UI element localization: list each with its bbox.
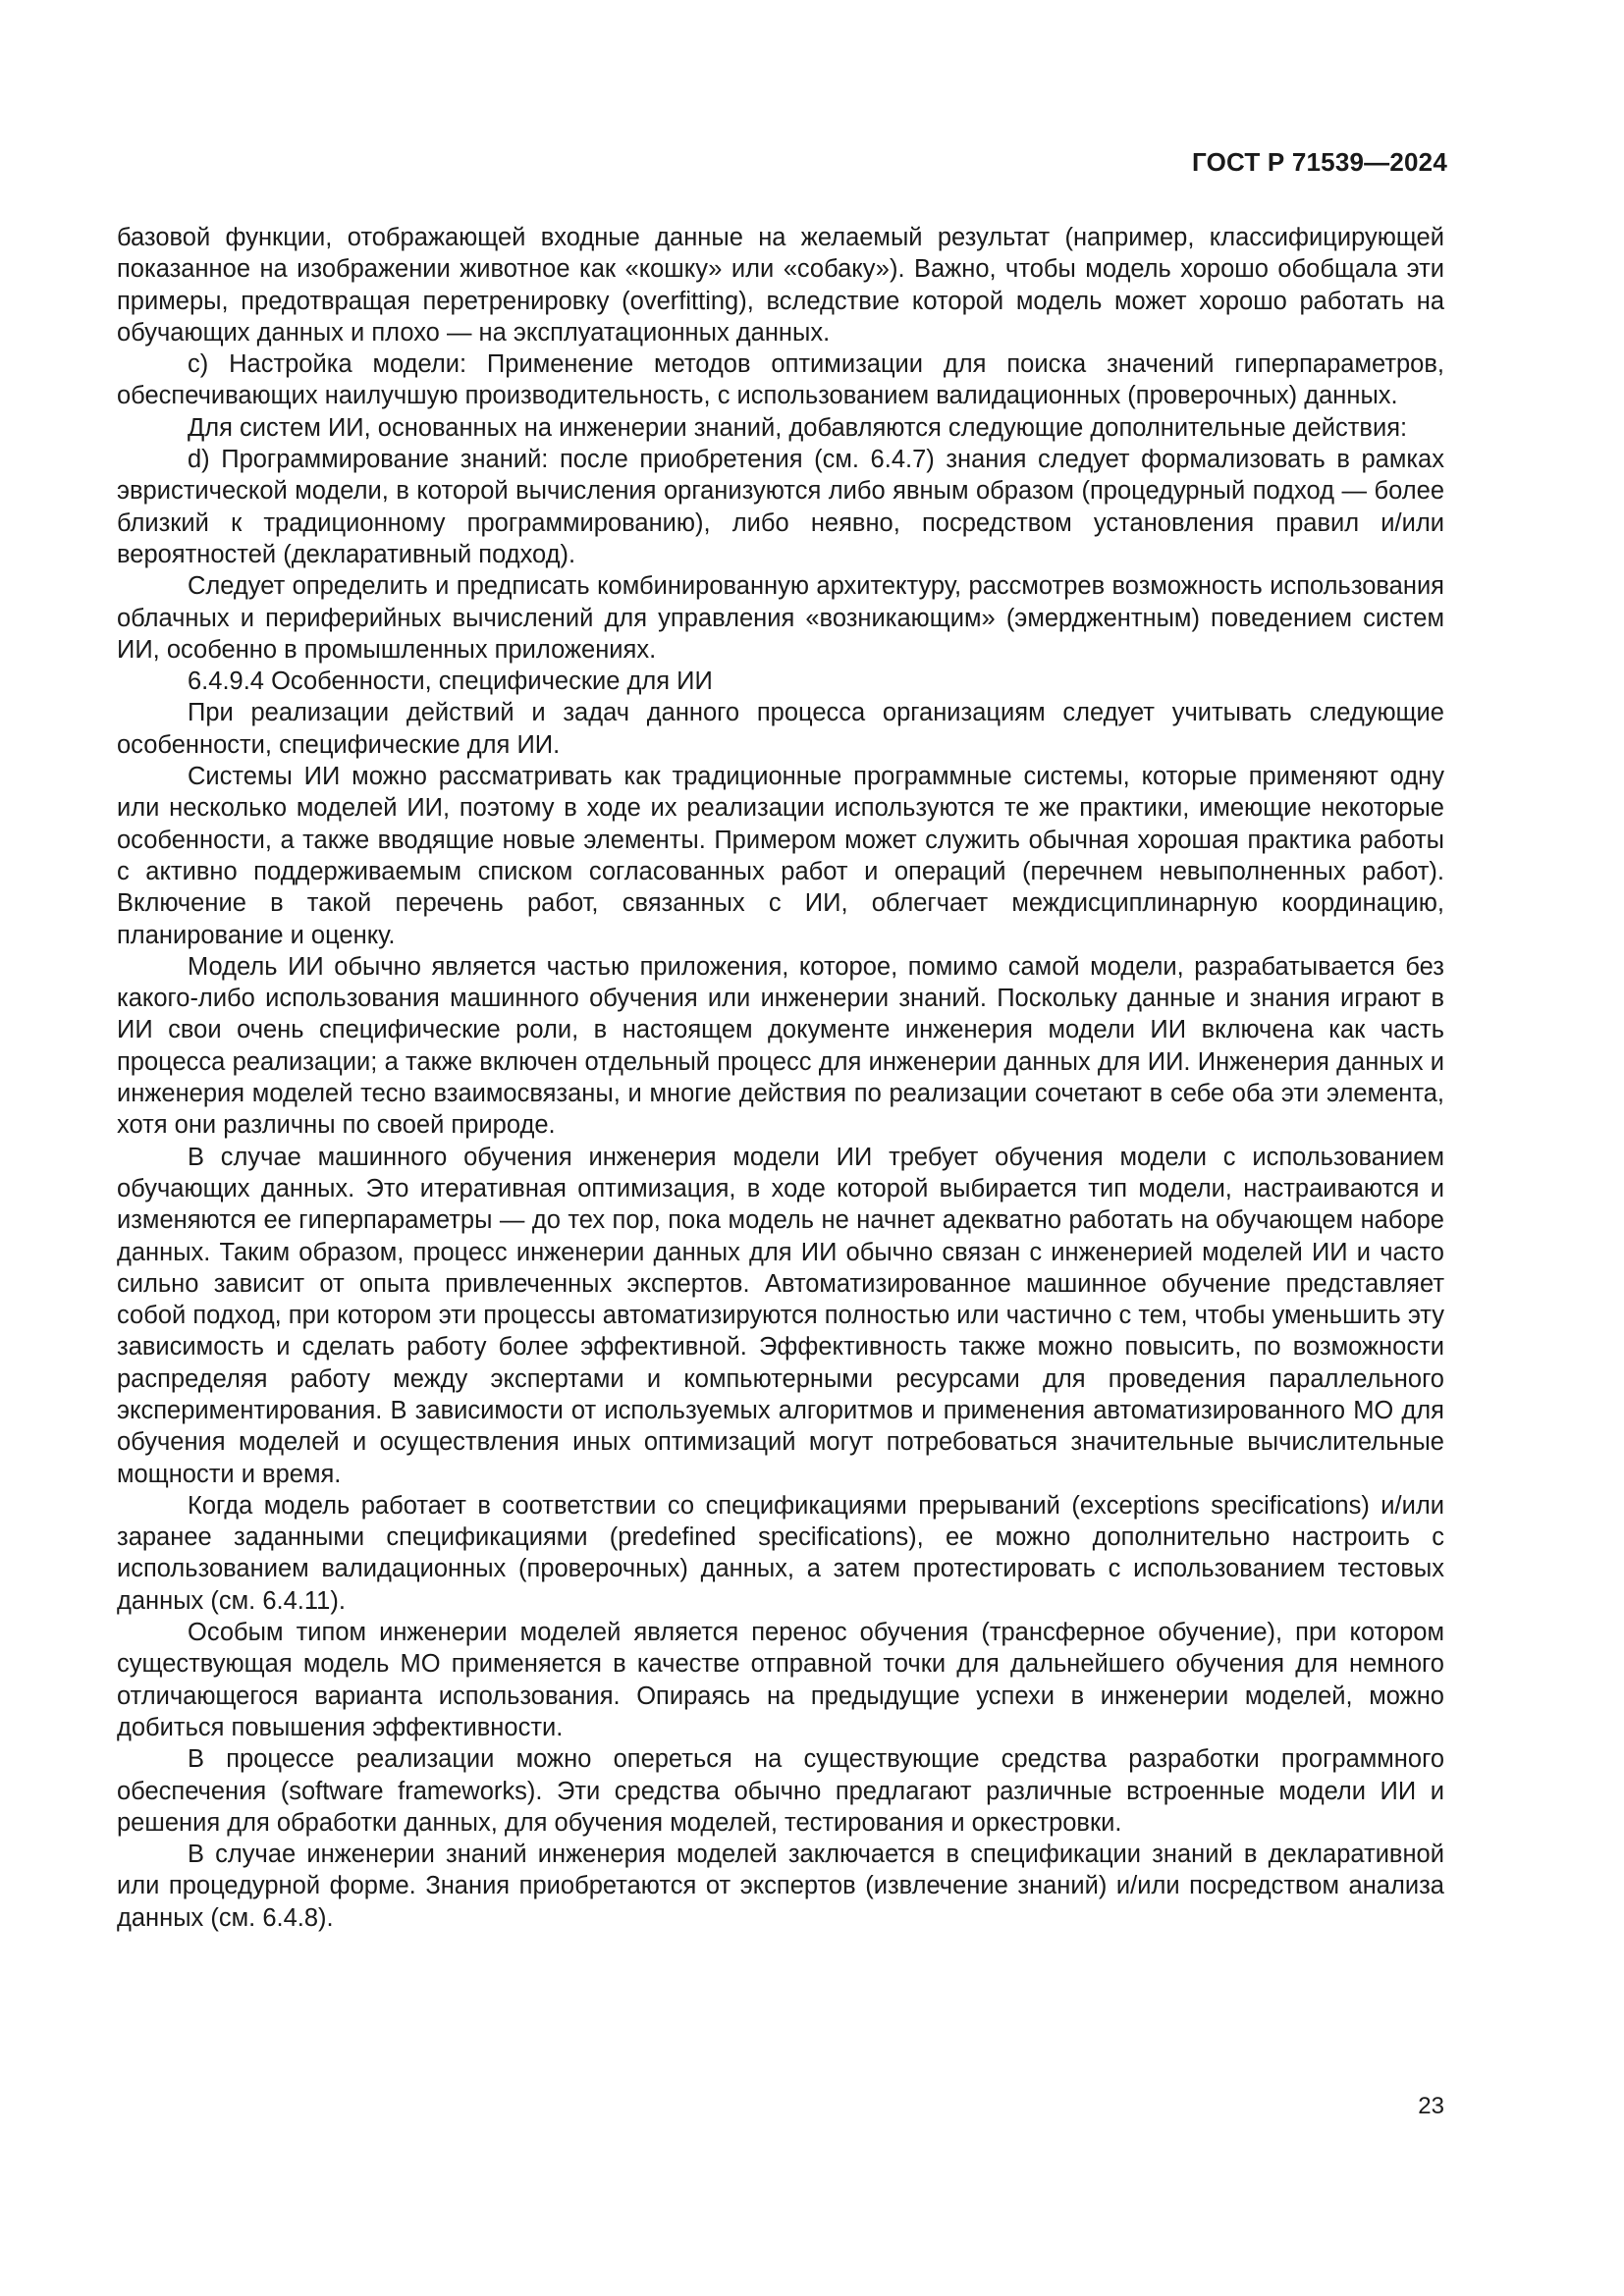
paragraph: Особым типом инженерии моделей является перенос обучения (трансферное обучение), при котором существующая модель МО применяется в качестве отправной точки для дальнейшего обучения для немного отличающегося варианта использования. Опираясь на предыдущие успехи в инженерии моделей, можно добиться повышения эффективности. <box>117 1619 1444 1741</box>
document-body <box>117 222 1444 1934</box>
paragraph: Когда модель работает в соответствии со спецификациями прерываний (exceptions specifications) и/или заранее заданными спецификациями (predefined specifications), ее можно дополнительно настроить с использованием валидационных (проверочных) данных, а затем протестировать с использованием тестовых данных (см. 6.4.11). <box>117 1491 1444 1615</box>
paragraph: При реализации действий и задач данного процесса организациям следует учитывать следующие особенности, специфические для ИИ. <box>117 699 1444 759</box>
paragraph: В процессе реализации можно опереться на существующие средства разработки программного обеспечения (software frameworks). Эти средства обычно предлагают различные встроенные модели ИИ и решения для обработки данных, для обучения моделей, тестирования и оркестровки. <box>117 1745 1444 1837</box>
paragraph: Следует определить и предписать комбинированную архитектуру, рассмотрев возможность использования облачных и периферийных вычислений для управления «возникающим» (эмерджентным) поведением систем ИИ, особенно в промышленных приложениях. <box>117 572 1444 664</box>
document-header-standard-id: ГОСТ Р 71539—2024 <box>1192 147 1447 177</box>
paragraph-item-d: d) Программирование знаний: после приобретения (см. 6.4.7) знания следует формализовать в рамках эвристической модели, в которой вычисления организуются либо явным образом (процедурный подход — более близкий к традиционному программированию), либо неявно, посредством установления правил и/или вероятностей (декларативный подход). <box>117 446 1444 568</box>
paragraph: Системы ИИ можно рассматривать как традиционные программные системы, которые применяют одну или несколько моделей ИИ, поэтому в ходе их реализации используются те же практики, имеющие некоторые особенности, а также вводящие новые элементы. Примером может служить обычная хорошая практика работы с активно поддерживаемым списком согласованных работ и операций (перечнем невыполненных работ). Включение в такой перечень работ, связанных с ИИ, облегчает междисциплинарную координацию, планирование и оценку. <box>117 763 1444 949</box>
paragraph: В случае инженерии знаний инженерия моделей заключается в спецификации знаний в декларативной или процедурной форме. Знания приобретаются от экспертов (извлечение знаний) и/или посредством анализа данных (см. 6.4.8). <box>117 1841 1444 1932</box>
paragraph: Модель ИИ обычно является частью приложения, которое, помимо самой модели, разрабатывается без какого-либо использования машинного обучения или инженерии знаний. Поскольку данные и знания играют в ИИ свои очень специфические роли, в настоящем документе инженерия модели ИИ включена как часть процесса реализации; а также включен отдельный процесс для инженерии данных для ИИ. Инженерия данных и инженерия моделей тесно взаимосвязаны, и многие действия по реализации сочетают в себе оба эти элемента, хотя они различны по своей природе. <box>117 952 1444 1140</box>
section-heading-6-4-9-4: 6.4.9.4 Особенности, специфические для ИИ <box>188 667 713 696</box>
paragraph: Для систем ИИ, основанных на инженерии знаний, добавляются следующие дополнительные действия: <box>188 413 1408 442</box>
paragraph-item-c: c) Настройка модели: Применение методов оптимизации для поиска значений гиперпараметров, обеспечивающих наилучшую производительность, с использованием валидационных (проверочных) данных. <box>117 350 1444 410</box>
page-number: 23 <box>1418 2093 1444 2119</box>
paragraph-continued: базовой функции, отображающей входные данные на желаемый результат (например, классифицирующей показанное на изображении животное как «кошку» или «собаку»). Важно, чтобы модель хорошо обобщала эти примеры, предотвращая перетренировку (overfitting), вследствие которой модель может хорошо работать на обучающих данных и плохо — на эксплуатационных данных. <box>117 224 1444 347</box>
paragraph: В случае машинного обучения инженерия модели ИИ требует обучения модели с использованием обучающих данных. Это итеративная оптимизация, в ходе которой выбирается тип модели, настраиваются и изменяются ее гиперпараметры — до тех пор, пока модель не начнет адекватно работать на обучающем наборе данных. Таким образом, процесс инженерии данных для ИИ обычно связан с инженерией моделей ИИ и часто сильно зависит от опыта привлеченных экспертов. Автоматизированное машинное обучение представляет собой подход, при котором эти процессы автоматизируются полностью или частично с тем, чтобы уменьшить эту зависимость и сделать работу более эффективной. Эффективность также можно повысить, по возможности распределяя работу между экспертами и компьютерными ресурсами для проведения параллельного экспериментирования. В зависимости от используемых алгоритмов и применения автоматизированного МО для обучения моделей и осуществления иных оптимизаций могут потребоваться значительные вычислительные мощности и время. <box>117 1143 1444 1488</box>
